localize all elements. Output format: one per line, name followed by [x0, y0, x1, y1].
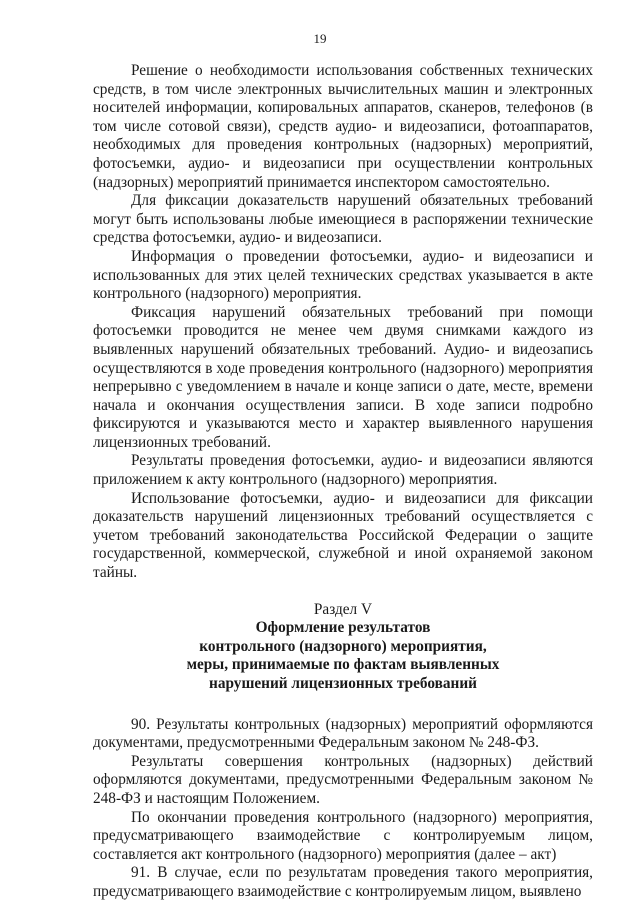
paragraph-action-results: Результаты совершения контрольных (надзорных) действий оформляются документами, предусмотренными Федеральным законом № 248-ФЗ и настоящим Положением. — [93, 752, 593, 807]
page-number: 19 — [313, 31, 327, 46]
section-title-line: контрольного (надзорного) мероприятия, — [199, 637, 487, 655]
paragraph-evidence-fixation: Для фиксации доказательств нарушений обязательных требований могут быть использованы любые имеющиеся в распоряжении технические средства фотосъемки, аудио- и видеозаписи. — [93, 192, 593, 247]
section-title-line: нарушений лицензионных требований — [209, 675, 477, 692]
clause-number: 91. — [131, 864, 151, 882]
section-title-line: меры, принимаемые по фактам выявленных — [186, 656, 500, 674]
paragraph-act-drafting: По окончании проведения контрольного (надзорного) мероприятия, предусматривающего взаимодействие с контролируемым лицом, составляется акт контрольного (надзорного) мероприятия (далее – акт) — [93, 808, 593, 863]
clause-text: Результаты контрольных (надзорных) мероприятий оформляются документами, предусмотренными Федеральным законом № 248-ФЗ. — [93, 715, 594, 752]
document-body — [93, 62, 593, 902]
section-title-line: Оформление результатов — [255, 619, 431, 637]
clause-91 — [93, 864, 593, 901]
clause-number: 90. — [131, 715, 151, 733]
paragraph-secrecy: Использование фотосъемки, аудио- и видеозаписи для фиксации доказательств нарушений лицензионных требований осуществляется с учетом требований законодательства Российской Федерации о защите государственной, коммерческой, служебной и иной охраняемой законом тайны. — [93, 489, 593, 582]
clause-90 — [93, 716, 593, 753]
paragraph-photo-info: Информация о проведении фотосъемки, аудио- и видеозаписи и использованных для этих целей технических средствах указывается в акте контрольного (надзорного) мероприятия. — [93, 247, 593, 303]
paragraph-photo-recording: Фиксация нарушений обязательных требований при помощи фотосъемки проводится не менее чем двумя снимками каждого из выявленных нарушений обязательных требований. Аудио- и видеозапись осуществляются в ходе проведения контрольного (надзорного) мероприятия непрерывно с уведомлением в начале и конце записи о дате, месте, времени начала и окончания осуществления записи. В ходе записи подробно фиксируются и указываются место и характер выявленного нарушения лицензионных требований. — [93, 303, 593, 451]
section-label: Раздел V — [313, 600, 373, 618]
clause-text: В случае, если по результатам проведения такого мероприятия, предусматривающего взаимодействие с контролируемым лицом, выявлено — [93, 864, 593, 900]
paragraph-results-attachment: Результаты проведения фотосъемки, аудио- и видеозаписи являются приложением к акту контрольного (надзорного) мероприятия. — [93, 452, 593, 489]
paragraph-technical-means: Решение о необходимости использования собственных технических средств, в том числе электронных вычислительных машин и электронных носителей информации, копировальных аппаратов, сканеров, телефонов (в том числе сотовой связи), средств аудио- и видеозаписи, фотоаппаратов, необходимых для проведения контрольных (надзорных) мероприятий, фотосъемки, аудио- и видеозаписи при осуществлении контрольных (надзорных) мероприятий принимается инспектором самостоятельно. — [93, 62, 593, 191]
